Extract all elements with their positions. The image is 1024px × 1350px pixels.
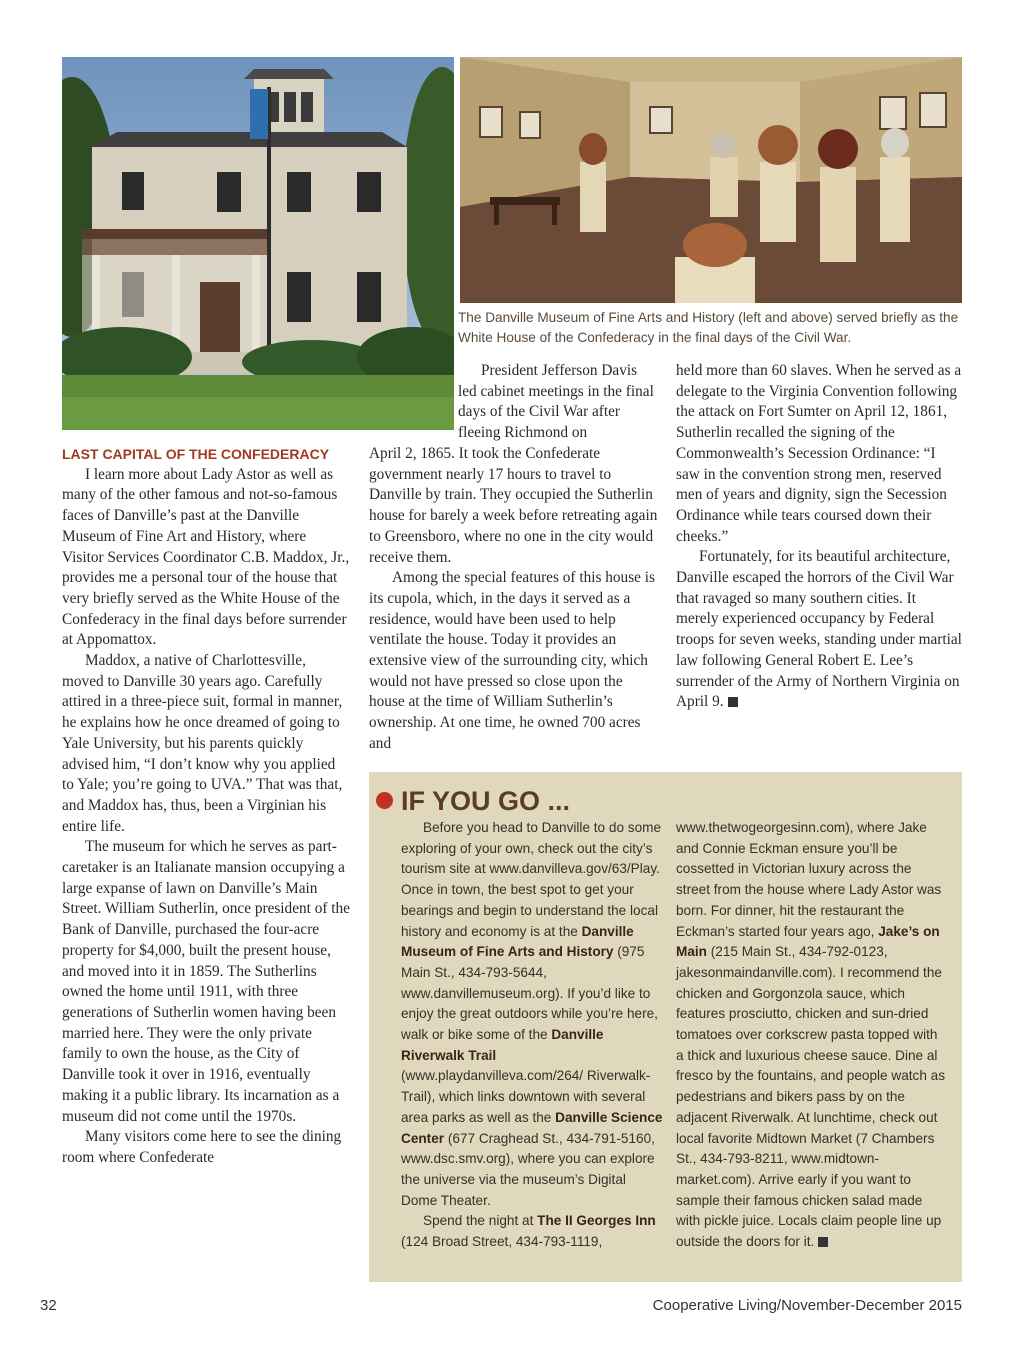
page-number: 32 <box>40 1297 57 1314</box>
sidebar-title <box>376 786 570 817</box>
bullet-icon <box>376 792 393 809</box>
sidebar-paragraph <box>676 818 946 1253</box>
paragraph: Among the special features of this house is its cupola, which, in the days it served as a residence, would have been used to help ventilate the house. Today it provides an extensive view of the surrounding city, which would not have pressed so close upon the house at the time of William Sutherlin’s ownership. At one time, he owned 700 acres and <box>369 569 655 752</box>
venue-name: The II Georges Inn <box>537 1213 656 1229</box>
if-you-go-sidebar <box>369 772 962 1282</box>
end-mark-icon <box>818 1237 828 1247</box>
article-column-1 <box>62 444 350 1169</box>
paragraph: April 2, 1865. It took the Confederate government nearly 17 hours to travel to Danville by train. They occupied the Sutherlin house for barely a week before retreating again to Greensboro, where no one in the city would receive them. <box>369 445 658 566</box>
museum-gallery-photo <box>460 57 962 303</box>
text-run: Before you head to Danville to do some exploring of your own, check out the city’s tourism site at www.danvilleva.gov/63/Play. Once in town, the best spot to get your bearings and begin to understand the local history and economy is at the <box>401 820 662 939</box>
article-column-3 <box>676 361 962 713</box>
text-run: (www.playdanvilleva.com/264/ Riverwalk-Trail), which links downtown with several area parks as well as the <box>401 1068 651 1125</box>
paragraph: I learn more about Lady Astor as well as many of the other famous and not-so-famous faces of Danville’s past at the Danville Museum of Fine Art and History, where Visitor Services Coordinator C.B. Maddox, Jr., provides me a personal tour of the house that very briefly served as the White House of the Confederacy in the final days before surrender at Appomattox. <box>62 465 350 649</box>
sidebar-paragraph <box>401 818 663 1211</box>
paragraph <box>676 547 962 713</box>
venue-name: Danville Riverwalk Trail <box>401 1027 604 1063</box>
sidebar-title-text: IF YOU GO ... <box>401 786 571 816</box>
text-run: (677 Craghead St., 434-791-5160, www.dsc.smv.org), where you can explore the universe via the museum’s Digital Dome Theater. <box>401 1130 655 1208</box>
article-column-2 <box>369 444 658 755</box>
text-run: Spend the night at <box>423 1213 538 1229</box>
sidebar-paragraph <box>401 1211 663 1252</box>
venue-name: Danville Museum of Fine Arts and History <box>401 923 634 960</box>
paragraph: Many visitors come here to see the dining room where Confederate <box>62 1128 342 1166</box>
sidebar-column-2 <box>676 818 946 1253</box>
paragraph: held more than 60 slaves. When he served as a delegate to the Virginia Convention following the attack on Fort Sumter on April 12, 1861, Sutherlin recalled the signing of the Commonwealth’s Secession Ordinance: “I saw in the convention strong men, reserved men of years and dignity, sign the Secession Ordinance while tears coursed down their cheeks.” <box>676 362 962 545</box>
museum-house-photo <box>62 57 454 430</box>
end-mark-icon <box>728 697 738 707</box>
text-run: (975 Main St., 434-793-5644, www.danvillemuseum.org). If you’d like to enjoy the great outdoors while you’re here, walk or bike some of the <box>401 944 658 1043</box>
venue-name: Danville Science Center <box>401 1109 663 1146</box>
paragraph: President Jefferson Davis led cabinet meetings in the final days of the Civil War after fleeing Richmond on <box>458 362 654 442</box>
paragraph: The museum for which he serves as part-caretaker is an Italianate mansion occupying a large expanse of lawn on Danville’s Main Street. William Sutherlin, once president of the Bank of Danville, purchased the four-acre property for $4,000, built the present house, and moved into it in 1859. The Sutherlins owned the home until 1911, with three generations of Sutherlin women having been married here. They were the only private family to own the house, as the City of Danville took it over in 1916, eventually making it a public library. Its incarnation as a museum did not come until the 1970s. <box>62 838 350 1125</box>
paragraph-text: Fortunately, for its beautiful architecture, Danville escaped the horrors of the Civil War that ravaged so many southern cities. It merely experienced occupancy by Federal troops for seven weeks, standing under martial law following General Robert E. Lee’s surrender of the Army of Northern Virginia on April 9. <box>676 548 962 711</box>
sidebar-column-1 <box>401 818 663 1253</box>
article-column-2-top <box>458 361 658 444</box>
text-run: (124 Broad Street, 434-793-1119, <box>401 1234 603 1250</box>
section-heading: LAST CAPITAL OF THE CONFEDERACY <box>62 446 330 462</box>
text-run: (215 Main St., 434-792-0123, jakesonmaindanville.com). I recommend the chicken and Gorgonzola sauce, which features prosciutto, chicken and sun-dried tomatoes over corkscrew pasta topped with a thick and luxurious cheese sauce. Dine al fresco by the fountains, and people watch as pedestrians and bikers pass by on the adjacent Riverwalk. At lunchtime, check out local favorite Midtown Market (7 Chambers St., 434-793-8211, www.midtown-market.com). Arrive early if you want to sample their famous chicken salad made with pickle juice. Locals claim people line up outside the doors for it. <box>676 944 946 1250</box>
publication-footer: Cooperative Living/November-December 2015 <box>652 1297 962 1314</box>
paragraph: Maddox, a native of Charlottesville, moved to Danville 30 years ago. Carefully attired in a three-piece suit, formal in manner, he explains how he once dreamed of going to Yale University, but his parents quickly advised him, “I don’t know why you applied to Yale; you’re going to UVA.” That was that, and Maddox has, thus, been a Virginian his entire life. <box>62 652 343 835</box>
text-run: www.thetwogeorgesinn.com), where Jake and Connie Eckman ensure you’ll be cossetted in Victorian luxury across the street from the house where Lady Astor was born. For dinner, hit the restaurant the Eckman’s started four years ago, <box>676 820 942 939</box>
venue-name: Jake’s on Main <box>676 923 940 960</box>
photo-caption: The Danville Museum of Fine Arts and History (left and above) served briefly as the White House of the Confederacy in the final days of the Civil War. <box>458 310 959 345</box>
